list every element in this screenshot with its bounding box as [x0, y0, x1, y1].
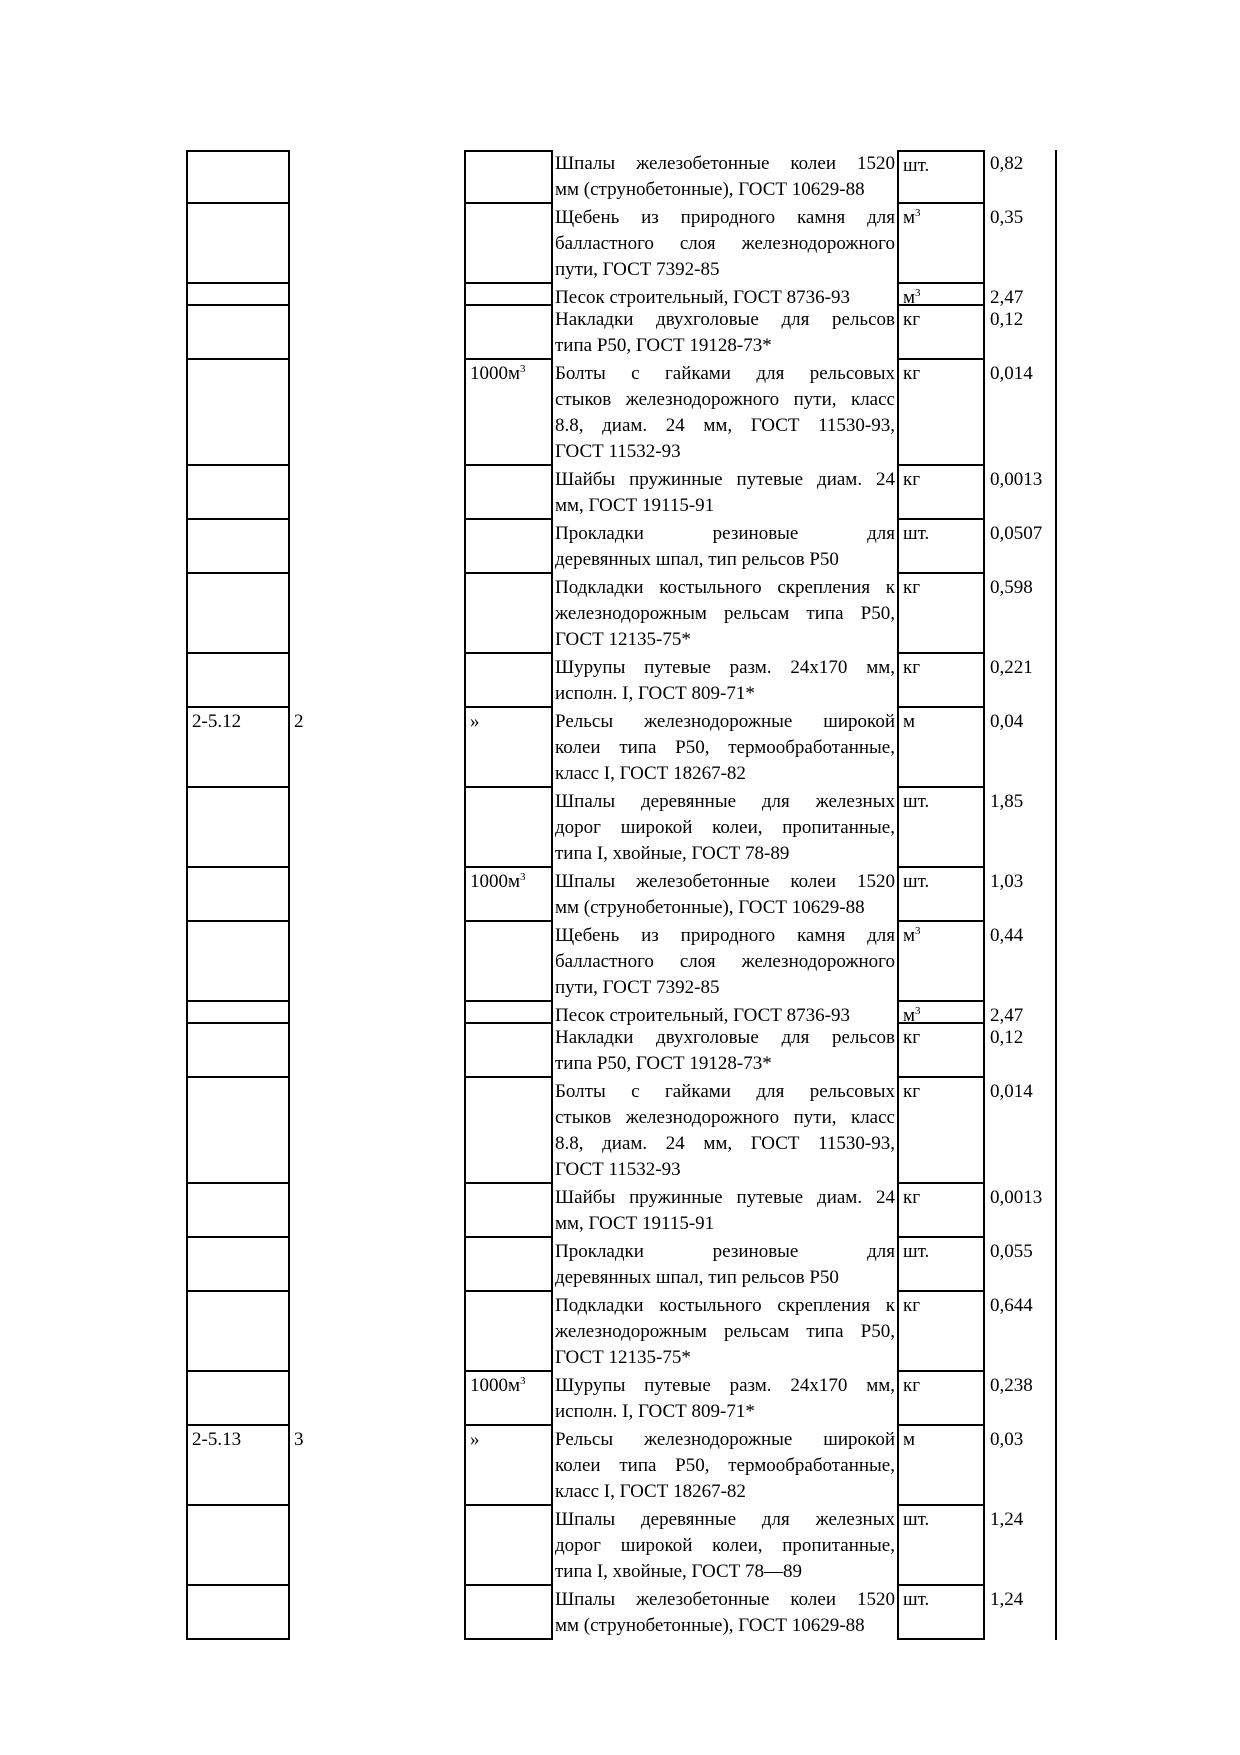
- cell-measure: $1000м^3$: [464, 1372, 553, 1426]
- description-line: ГОСТ 11532-93: [555, 1159, 681, 1180]
- description-line: стыков железнодорожного пути, класс: [555, 1107, 895, 1128]
- description-line: Рельсы железнодорожные широкой: [555, 1429, 895, 1450]
- cell-number: [290, 360, 464, 466]
- cell-unit: шт.: [897, 150, 985, 204]
- table-row: [186, 1586, 1057, 1640]
- description-line: стыков железнодорожного пути, класс: [555, 389, 895, 410]
- cell-number: [290, 466, 464, 520]
- cell-value: 0,35: [985, 204, 1057, 284]
- resource-table: [186, 150, 1057, 1640]
- description-line: Песок строительный, ГОСТ 8736-93: [555, 287, 850, 308]
- description-line: ГОСТ 11532-93: [555, 441, 681, 462]
- cell-number: [290, 788, 464, 868]
- description-line: балластного слоя железнодорожного: [555, 233, 895, 254]
- cell-code: [186, 574, 290, 654]
- cell-description: [555, 1426, 895, 1505]
- cell-description: [555, 150, 895, 203]
- cell-unit: $м^3$: [897, 1002, 985, 1024]
- description-line: Шайбы пружинные путевые диам. 24: [555, 1187, 895, 1208]
- cell-value: 0,644: [985, 1292, 1057, 1372]
- cell-value: 0,238: [985, 1372, 1057, 1426]
- cell-number: [290, 1078, 464, 1184]
- cell-unit: кг: [897, 574, 985, 654]
- cell-measure: [464, 1238, 553, 1292]
- cell-unit: $м^3$: [897, 284, 985, 306]
- cell-unit: кг: [897, 1024, 985, 1078]
- cell-number: [290, 1292, 464, 1372]
- cell-number: [290, 306, 464, 360]
- cell-value: 0,12: [985, 1024, 1057, 1078]
- cell-value: 0,598: [985, 574, 1057, 654]
- cell-description: [555, 922, 895, 1001]
- cell-measure: [464, 1506, 553, 1586]
- cell-measure: [464, 1586, 553, 1640]
- cell-unit: шт.: [897, 1506, 985, 1586]
- table-row: [186, 1372, 1057, 1426]
- cell-code: [186, 306, 290, 360]
- description-line: пути, ГОСТ 7392-85: [555, 259, 720, 280]
- description-line: Рельсы железнодорожные широкой: [555, 711, 895, 732]
- cell-description: [555, 1078, 895, 1183]
- table-row: [186, 306, 1057, 360]
- cell-code: [186, 1292, 290, 1372]
- cell-measure: [464, 306, 553, 360]
- cell-number: [290, 1238, 464, 1292]
- cell-value: 0,0013: [985, 1184, 1057, 1238]
- cell-value: 0,04: [985, 708, 1057, 788]
- table-row: [186, 466, 1057, 520]
- cell-measure: [464, 654, 553, 708]
- cell-unit: кг: [897, 1372, 985, 1426]
- cell-unit: кг: [897, 1292, 985, 1372]
- cell-value: 0,03: [985, 1426, 1057, 1506]
- table-row: [186, 708, 1057, 788]
- cell-code: [186, 1002, 290, 1024]
- cell-value: 2,47: [985, 284, 1057, 306]
- cell-code: [186, 654, 290, 708]
- cell-unit: кг: [897, 1078, 985, 1184]
- cell-code: 2-5.13: [186, 1426, 290, 1506]
- cell-description: [555, 360, 895, 465]
- cell-code: [186, 1586, 290, 1640]
- description-line: мм, ГОСТ 19115-91: [555, 1213, 715, 1234]
- description-line: Шпалы железобетонные колеи 1520: [555, 871, 895, 892]
- cell-unit: $м^3$: [897, 204, 985, 284]
- table-row: [186, 284, 1057, 306]
- table-row: [186, 204, 1057, 284]
- cell-number: [290, 1586, 464, 1640]
- cell-unit: кг: [897, 466, 985, 520]
- cell-value: 1,85: [985, 788, 1057, 868]
- table-row: [186, 922, 1057, 1002]
- cell-number: [290, 1002, 464, 1024]
- cell-measure: [464, 788, 553, 868]
- cell-value: 1,24: [985, 1506, 1057, 1586]
- cell-code: [186, 466, 290, 520]
- description-line: дорог широкой колеи, пропитанные,: [555, 1535, 895, 1556]
- description-line: дорог широкой колеи, пропитанные,: [555, 817, 895, 838]
- description-line: железнодорожным рельсам типа Р50,: [555, 1321, 895, 1342]
- description-line: Шайбы пружинные путевые диам. 24: [555, 469, 895, 490]
- description-line: Прокладки резиновые для: [555, 523, 895, 544]
- cell-number: [290, 284, 464, 306]
- cell-value: 0,82: [985, 150, 1057, 204]
- cell-measure: [464, 1024, 553, 1078]
- table-row: [186, 1426, 1057, 1506]
- description-line: Прокладки резиновые для: [555, 1241, 895, 1262]
- cell-code: 2-5.12: [186, 708, 290, 788]
- cell-description: [555, 574, 895, 653]
- cell-code: [186, 1024, 290, 1078]
- cell-description: [555, 1506, 895, 1585]
- table-row: [186, 868, 1057, 922]
- cell-unit: кг: [897, 1184, 985, 1238]
- table-row: [186, 1024, 1057, 1078]
- cell-measure: [464, 466, 553, 520]
- table-row: [186, 1292, 1057, 1372]
- table-row: [186, 788, 1057, 868]
- cell-number: [290, 520, 464, 574]
- table-row: [186, 1002, 1057, 1024]
- cell-number: [290, 654, 464, 708]
- cell-code: [186, 1184, 290, 1238]
- cell-measure: [464, 284, 553, 306]
- cell-unit: шт.: [897, 868, 985, 922]
- cell-number: [290, 150, 464, 204]
- cell-description: [555, 520, 895, 573]
- description-line: исполн. I, ГОСТ 809-71*: [555, 683, 755, 704]
- description-line: мм (струнобетонные), ГОСТ 10629-88: [555, 1615, 865, 1636]
- cell-code: [186, 204, 290, 284]
- description-line: ГОСТ 12135-75*: [555, 629, 691, 650]
- cell-value: 0,12: [985, 306, 1057, 360]
- cell-measure: [464, 1292, 553, 1372]
- description-line: Шпалы деревянные для железных: [555, 791, 895, 812]
- cell-unit: м: [897, 1426, 985, 1506]
- table-row: [186, 1506, 1057, 1586]
- cell-code: [186, 284, 290, 306]
- cell-value: 2,47: [985, 1002, 1057, 1024]
- cell-unit: кг: [897, 306, 985, 360]
- description-line: пути, ГОСТ 7392-85: [555, 977, 720, 998]
- table-row: [186, 1238, 1057, 1292]
- cell-measure: [464, 574, 553, 654]
- cell-unit: шт.: [897, 788, 985, 868]
- description-line: Шпалы деревянные для железных: [555, 1509, 895, 1530]
- cell-unit: кг: [897, 654, 985, 708]
- description-line: класс I, ГОСТ 18267-82: [555, 763, 746, 784]
- cell-value: 0,014: [985, 1078, 1057, 1184]
- description-line: Шпалы железобетонные колеи 1520: [555, 153, 895, 174]
- description-line: мм (струнобетонные), ГОСТ 10629-88: [555, 897, 865, 918]
- cell-description: [555, 788, 895, 867]
- description-line: Шпалы железобетонные колеи 1520: [555, 1589, 895, 1610]
- cell-value: 0,014: [985, 360, 1057, 466]
- description-line: класс I, ГОСТ 18267-82: [555, 1481, 746, 1502]
- cell-measure: $1000м^3$: [464, 868, 553, 922]
- cell-number: [290, 1506, 464, 1586]
- cell-code: [186, 868, 290, 922]
- cell-value: 0,055: [985, 1238, 1057, 1292]
- description-line: типа I, хвойные, ГОСТ 78—89: [555, 1561, 803, 1582]
- cell-description: [555, 466, 895, 519]
- description-line: типа I, хвойные, ГОСТ 78-89: [555, 843, 790, 864]
- description-line: исполн. I, ГОСТ 809-71*: [555, 1401, 755, 1422]
- cell-unit: кг: [897, 360, 985, 466]
- cell-unit: м: [897, 708, 985, 788]
- cell-number: [290, 868, 464, 922]
- cell-measure: [464, 922, 553, 1002]
- description-line: мм (струнобетонные), ГОСТ 10629-88: [555, 179, 865, 200]
- cell-description: [555, 1238, 895, 1291]
- cell-unit: $м^3$: [897, 922, 985, 1002]
- description-line: 8.8, диам. 24 мм, ГОСТ 11530-93,: [555, 1133, 895, 1154]
- description-line: Накладки двухголовые для рельсов: [555, 1027, 895, 1048]
- description-line: Подкладки костыльного скрепления к: [555, 1295, 895, 1316]
- cell-description: [555, 654, 895, 707]
- cell-code: [186, 1506, 290, 1586]
- description-line: Шурупы путевые разм. 24х170 мм,: [555, 1375, 895, 1396]
- table-row: [186, 654, 1057, 708]
- cell-description: [555, 1372, 895, 1425]
- description-line: колеи типа Р50, термообработанные,: [555, 737, 895, 758]
- cell-number: [290, 1024, 464, 1078]
- cell-measure: [464, 1002, 553, 1024]
- cell-measure: [464, 150, 553, 204]
- cell-unit: шт.: [897, 1586, 985, 1640]
- cell-code: [186, 1078, 290, 1184]
- cell-description: [555, 708, 895, 787]
- description-line: 8.8, диам. 24 мм, ГОСТ 11530-93,: [555, 415, 895, 436]
- cell-measure: $1000м^3$: [464, 360, 553, 466]
- cell-number: 2: [294, 711, 304, 732]
- cell-measure: »: [464, 1426, 553, 1506]
- description-line: Песок строительный, ГОСТ 8736-93: [555, 1005, 850, 1026]
- description-line: Болты с гайками для рельсовых: [555, 363, 895, 384]
- cell-code: [186, 150, 290, 204]
- cell-code: [186, 360, 290, 466]
- table-row: [186, 520, 1057, 574]
- description-line: мм, ГОСТ 19115-91: [555, 495, 715, 516]
- table-row: [186, 574, 1057, 654]
- cell-value: 0,221: [985, 654, 1057, 708]
- description-line: колеи типа Р50, термообработанные,: [555, 1455, 895, 1476]
- cell-number: [290, 204, 464, 284]
- cell-value: 1,03: [985, 868, 1057, 922]
- cell-number: [290, 922, 464, 1002]
- cell-number: 3: [294, 1429, 304, 1450]
- description-line: Подкладки костыльного скрепления к: [555, 577, 895, 598]
- cell-value: 0,0507: [985, 520, 1057, 574]
- cell-description: [555, 868, 895, 921]
- description-line: типа Р50, ГОСТ 19128-73*: [555, 1053, 772, 1074]
- cell-value: 0,44: [985, 922, 1057, 1002]
- description-line: деревянных шпал, тип рельсов Р50: [555, 1267, 839, 1288]
- cell-code: [186, 788, 290, 868]
- cell-code: [186, 922, 290, 1002]
- table-row: [186, 360, 1057, 466]
- cell-number: [290, 1372, 464, 1426]
- table-row: [186, 1184, 1057, 1238]
- cell-unit: шт.: [897, 1238, 985, 1292]
- description-line: железнодорожным рельсам типа Р50,: [555, 603, 895, 624]
- cell-description: [555, 306, 895, 359]
- cell-number: [290, 1184, 464, 1238]
- cell-measure: [464, 1078, 553, 1184]
- cell-measure: [464, 204, 553, 284]
- description-line: типа Р50, ГОСТ 19128-73*: [555, 335, 772, 356]
- cell-description: [555, 1024, 895, 1077]
- table-row: [186, 1078, 1057, 1184]
- cell-description: [555, 1184, 895, 1237]
- cell-description: [555, 1292, 895, 1371]
- description-line: ГОСТ 12135-75*: [555, 1347, 691, 1368]
- cell-unit: шт.: [897, 520, 985, 574]
- cell-measure: [464, 1184, 553, 1238]
- cell-value: 0,0013: [985, 466, 1057, 520]
- description-line: деревянных шпал, тип рельсов Р50: [555, 549, 839, 570]
- description-line: Шурупы путевые разм. 24х170 мм,: [555, 657, 895, 678]
- cell-measure: [464, 520, 553, 574]
- cell-number: [290, 574, 464, 654]
- cell-measure: »: [464, 708, 553, 788]
- cell-description: [555, 1586, 895, 1639]
- description-line: балластного слоя железнодорожного: [555, 951, 895, 972]
- cell-code: [186, 520, 290, 574]
- table-row: [186, 150, 1057, 204]
- description-line: Щебень из природного камня для: [555, 207, 895, 228]
- description-line: Щебень из природного камня для: [555, 925, 895, 946]
- cell-description: [555, 204, 895, 283]
- description-line: Накладки двухголовые для рельсов: [555, 309, 895, 330]
- cell-code: [186, 1372, 290, 1426]
- cell-code: [186, 1238, 290, 1292]
- cell-value: 1,24: [985, 1586, 1057, 1640]
- description-line: Болты с гайками для рельсовых: [555, 1081, 895, 1102]
